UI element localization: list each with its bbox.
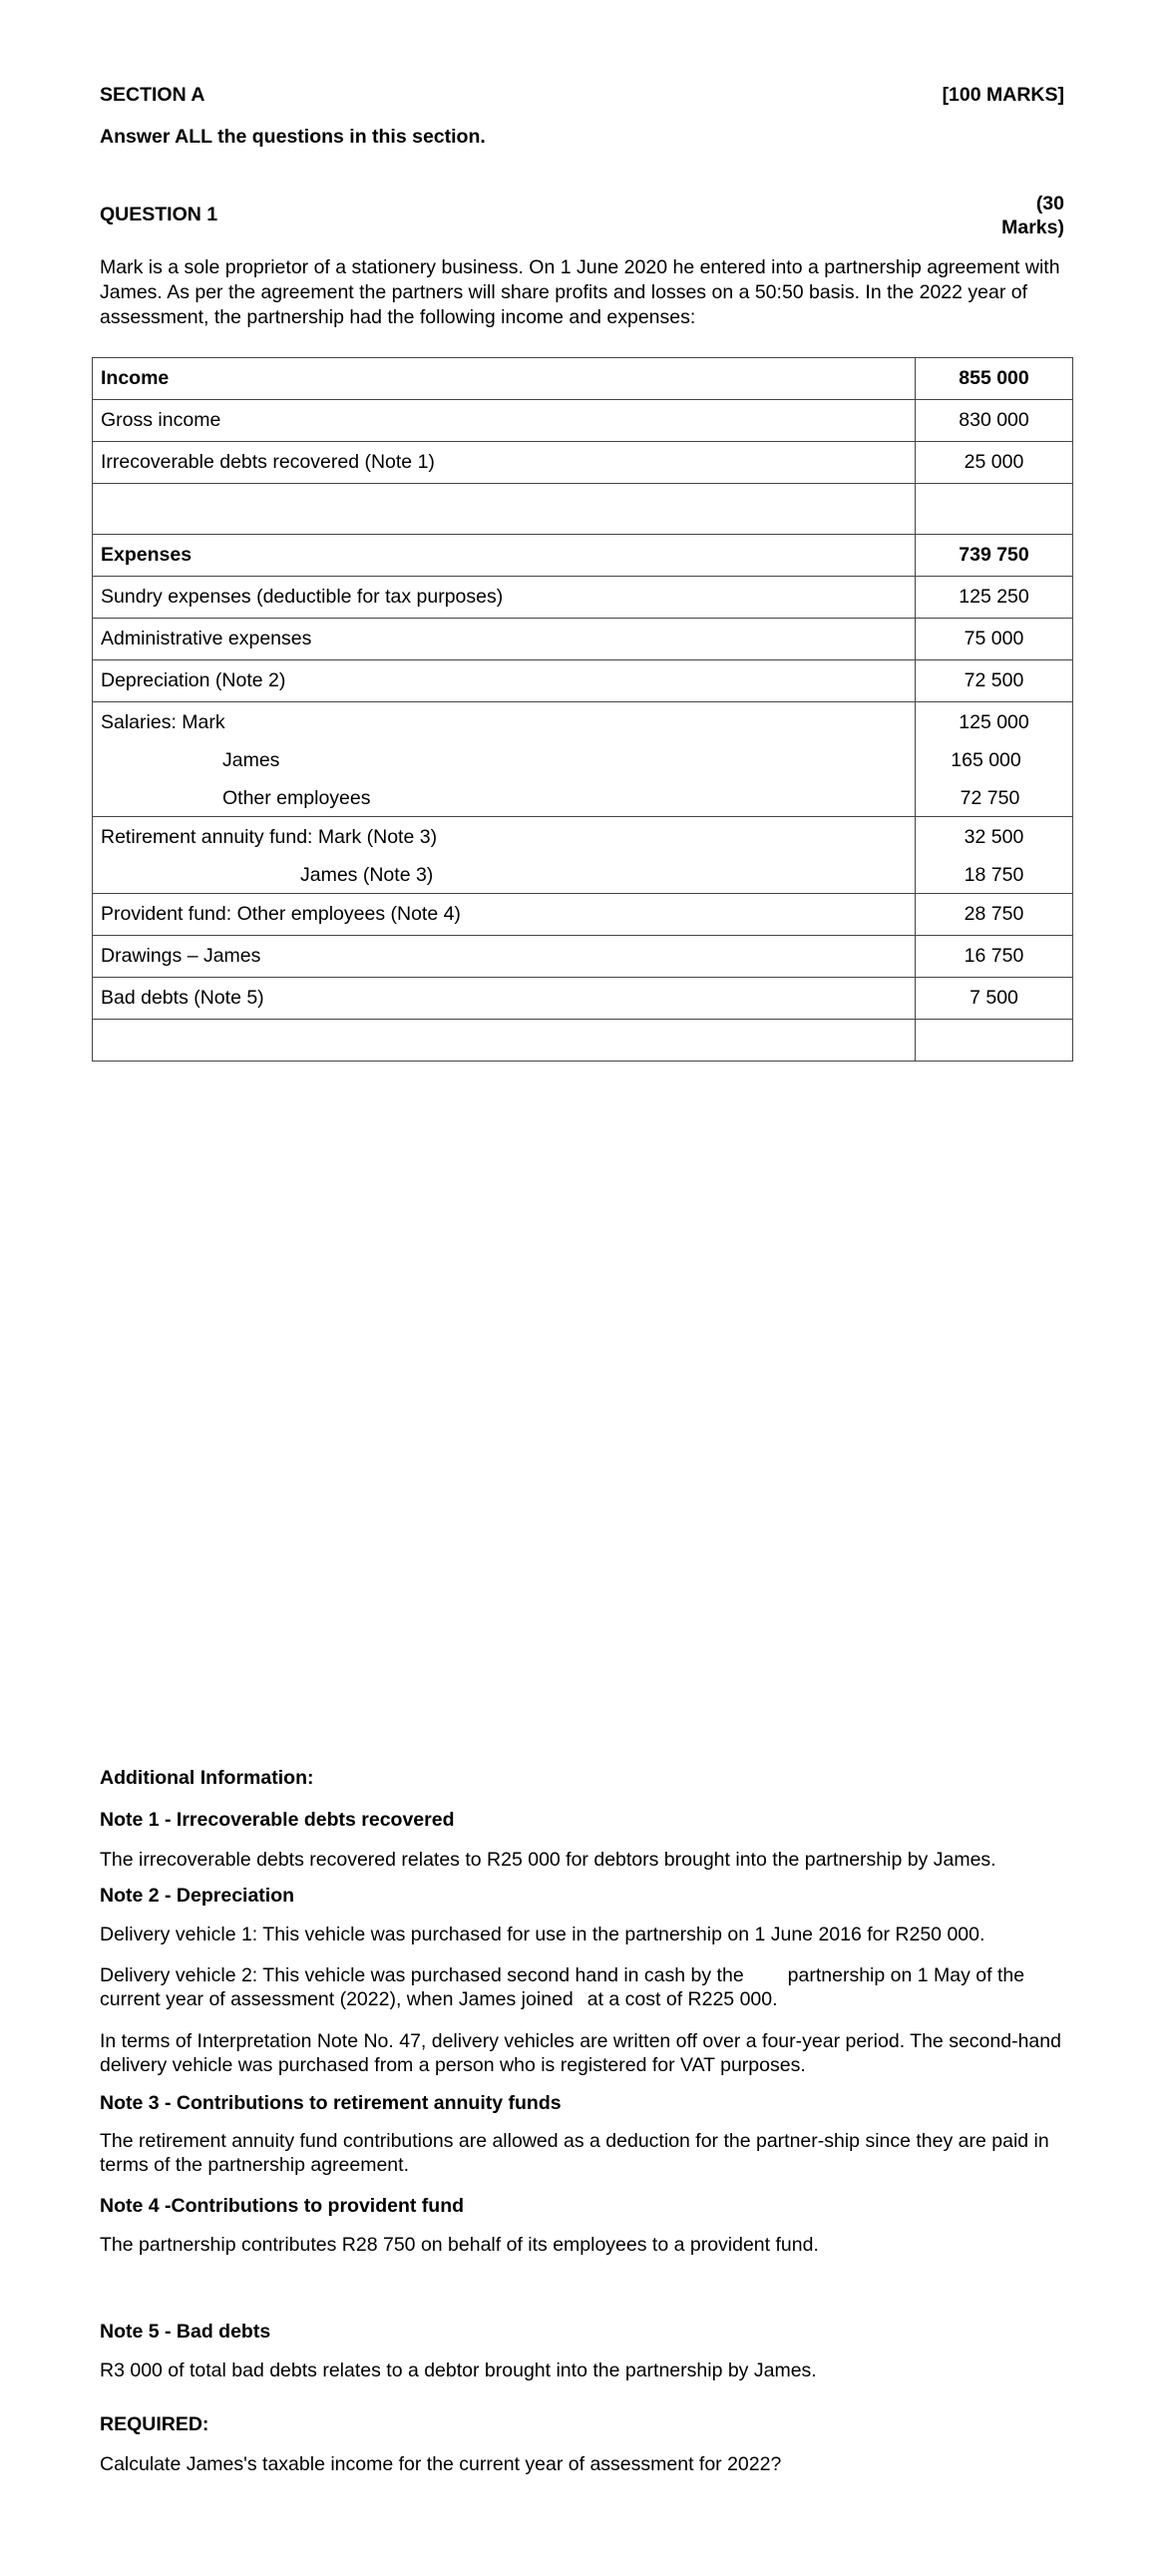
note2-text-interpretation: In terms of Interpretation Note No. 47, delivery vehicles are written off over a four-year period. The second-hand delivery vehicle was purchased from a person who is registered for VAT purposes. (100, 2030, 1061, 2076)
raf-mark-amount: 32 500 (964, 826, 1024, 848)
question-marks-line2: Marks) (1001, 216, 1064, 238)
irrecoverable-amount: 25 000 (916, 442, 1073, 484)
raf-labels (93, 817, 916, 894)
question-intro: Mark is a sole proprietor of a stationery business. On 1 June 2020 he entered into a partnership agreement with James. As per the agreement the partners will share profits and losses on a 50:50 basis. In the 2022 year of assessment, the partnership had the following income and expenses: (100, 256, 1060, 328)
table-row-salaries (93, 702, 1073, 817)
note2-text-vehicle2-part-b: partnership on 1 May of the current year of assessment (2022), when James joined (100, 1964, 1025, 2010)
expenses-label: Expenses (93, 535, 916, 577)
salaries-other-label: Other employees (222, 787, 371, 809)
salaries-labels (93, 702, 916, 817)
note5-text: R3 000 of total bad debts relates to a debtor brought into the partnership by James. (100, 2360, 817, 2381)
raf-mark-label: Retirement annuity fund: Mark (Note 3) (101, 826, 438, 848)
drawings-amount: 16 750 (916, 936, 1073, 978)
raf-james-label: James (Note 3) (300, 864, 434, 886)
raf-james-amount: 18 750 (964, 864, 1024, 886)
note2-text-vehicle2-part-c: at a cost of R225 000. (586, 1988, 778, 2010)
table-row (93, 442, 1073, 484)
additional-info-heading: Additional Information: (100, 1767, 314, 1789)
depreciation-label: Depreciation (Note 2) (93, 660, 916, 702)
table-row (93, 400, 1073, 442)
note1-text: The irrecoverable debts recovered relates to R25 000 for debtors brought into the partnership by James. (100, 1849, 996, 1871)
provident-amount: 28 750 (916, 894, 1073, 936)
empty-cell (93, 484, 916, 535)
table-row (93, 577, 1073, 619)
note2-heading: Note 2 - Depreciation (100, 1885, 295, 1907)
bad-debts-amount: 7 500 (916, 978, 1073, 1020)
table-row (93, 978, 1073, 1020)
salaries-james-amount: 165 000 (951, 749, 1021, 771)
bad-debts-label: Bad debts (Note 5) (93, 978, 916, 1020)
table-row (93, 619, 1073, 660)
required-heading: REQUIRED: (100, 2413, 209, 2435)
salaries-james-label: James (222, 749, 280, 771)
admin-label: Administrative expenses (93, 619, 916, 660)
empty-cell (916, 484, 1073, 535)
expenses-total: 739 750 (916, 535, 1073, 577)
table-row-empty (93, 484, 1073, 535)
note4-heading: Note 4 -Contributions to provident fund (100, 2195, 465, 2217)
note2-text-vehicle2-part-a: Delivery vehicle 2: This vehicle was purchased second hand in cash by the (100, 1964, 744, 1986)
question-title: QUESTION 1 (100, 204, 218, 225)
question-marks (1001, 192, 1064, 239)
table-row-empty (93, 1020, 1073, 1062)
note5-heading: Note 5 - Bad debts (100, 2321, 271, 2343)
table-row (93, 535, 1073, 577)
question-marks-line1: (30 (1035, 193, 1064, 215)
gross-income-label: Gross income (93, 400, 916, 442)
note3-text: The retirement annuity fund contributions are allowed as a deduction for the partner-ship since they are paid in terms of the partnership agreement. (100, 2130, 1049, 2176)
section-title: SECTION A (100, 84, 205, 106)
note2-text-vehicle1: Delivery vehicle 1: This vehicle was purchased for use in the partnership on 1 June 2016 for R250 000. (100, 1924, 985, 1945)
empty-cell (93, 1020, 916, 1062)
empty-cell (916, 1020, 1073, 1062)
table-row (93, 936, 1073, 978)
note4-text: The partnership contributes R28 750 on behalf of its employees to a provident fund. (100, 2234, 819, 2256)
income-expense-table (92, 357, 1073, 1062)
sundry-label: Sundry expenses (deductible for tax purposes) (93, 577, 916, 619)
table-row (93, 894, 1073, 936)
required-text: Calculate James's taxable income for the current year of assessment for 2022? (100, 2453, 782, 2475)
irrecoverable-label: Irrecoverable debts recovered (Note 1) (93, 442, 916, 484)
note3-heading: Note 3 - Contributions to retirement annuity funds (100, 2092, 562, 2114)
salaries-mark-label: Salaries: Mark (101, 711, 225, 733)
raf-amounts (916, 817, 1073, 894)
income-total: 855 000 (916, 358, 1073, 400)
table-row (93, 660, 1073, 702)
salaries-mark-amount: 125 000 (959, 711, 1029, 733)
table-row (93, 358, 1073, 400)
gross-income-amount: 830 000 (916, 400, 1073, 442)
note1-heading: Note 1 - Irrecoverable debts recovered (100, 1809, 455, 1831)
sundry-amount: 125 250 (916, 577, 1073, 619)
note2-text-vehicle2 (100, 1963, 1063, 2011)
drawings-label: Drawings – James (93, 936, 916, 978)
salaries-amounts (916, 702, 1073, 817)
salaries-other-amount: 72 750 (960, 787, 1020, 809)
table-row-raf (93, 817, 1073, 894)
provident-label: Provident fund: Other employees (Note 4) (93, 894, 916, 936)
section-marks: [100 MARKS] (942, 84, 1064, 106)
income-label: Income (93, 358, 916, 400)
depreciation-amount: 72 500 (916, 660, 1073, 702)
section-instruction: Answer ALL the questions in this section. (100, 126, 486, 148)
admin-amount: 75 000 (916, 619, 1073, 660)
